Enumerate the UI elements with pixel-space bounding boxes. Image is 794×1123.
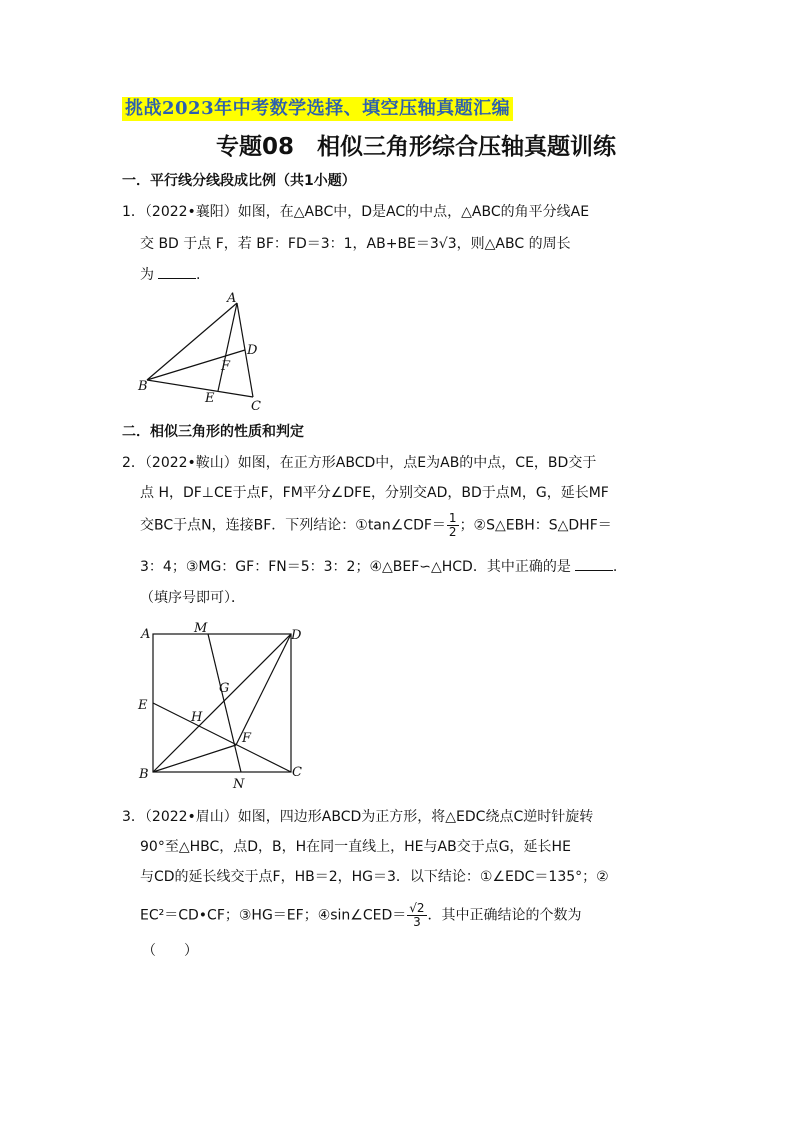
segment-bd <box>147 350 245 380</box>
q3-frac-den: 3 <box>413 915 421 929</box>
q1-answer-blank <box>158 264 196 279</box>
label-h: H <box>191 710 203 725</box>
label-c: C <box>251 399 261 413</box>
segment-ec <box>153 703 291 772</box>
q2-frac-den: 2 <box>448 525 457 539</box>
q3-line-5: （ ） <box>142 943 198 959</box>
q3-line-4-a: EC²＝CD•CF；③HG＝EF；④sin∠CED＝ <box>140 907 407 924</box>
q3-fraction <box>407 902 426 929</box>
q2-line-5: （填序号即可）． <box>140 590 245 606</box>
q3-line-4 <box>140 902 582 929</box>
q2-answer-blank <box>575 556 613 571</box>
q3-line-2: 90°至△HBC，点D，B，H在同一直线上，HE与AB交于点G，延长HE <box>140 839 571 855</box>
label-e: E <box>138 698 148 713</box>
segment-df <box>236 634 291 745</box>
q2-line-4-a: 3：4；③MG：GF：FN＝5：3：2；④△BEF∽△HCD．其中正确的是 <box>140 559 571 575</box>
q3-line-4-b: ．其中正确结论的个数为 <box>427 907 582 924</box>
q1-line-3 <box>140 264 200 286</box>
segment-bd <box>153 634 291 772</box>
q3-line-3: 与CD的延长线交于点F，HB＝2，HG＝3．以下结论：①∠EDC＝135°；② <box>140 869 609 885</box>
q2-line-3 <box>140 512 612 539</box>
q3-line-1: 3．（2022•眉山）如图，四边形ABCD为正方形，将△EDC绕点C逆时针旋转 <box>122 809 594 825</box>
q2-line-1: 2．（2022•鞍山）如图，在正方形ABCD中，点E为AB的中点，CE，BD交于 <box>122 455 597 471</box>
q2-square-figure <box>135 618 310 790</box>
page-title: 专题08 相似三角形综合压轴真题训练 <box>216 134 617 160</box>
label-m: M <box>194 621 208 636</box>
label-d: D <box>247 343 258 358</box>
q2-line-3-b: ；②S△EBH：S△DHF＝ <box>459 517 612 534</box>
segment-bc <box>147 380 253 397</box>
label-a: A <box>141 627 151 642</box>
label-e: E <box>205 391 215 406</box>
q2-line-2: 点 H，DF⊥CE于点F，FM平分∠DFE，分别交AD，BD于点M，G，延长MF <box>140 485 609 501</box>
q2-line-4 <box>140 556 617 578</box>
q1-line-1: 1．（2022•襄阳）如图，在△ABC中，D是AC的中点，△ABC的角平分线AE <box>122 204 590 220</box>
q2-line-4-end: . <box>612 559 618 575</box>
collection-banner: 挑战2023年中考数学选择、填空压轴真题汇编 <box>122 97 513 121</box>
label-a: A <box>227 291 237 306</box>
q3-frac-num: √2 <box>409 901 425 915</box>
label-b: B <box>138 379 148 394</box>
segment-bf <box>153 745 236 772</box>
label-f: F <box>221 359 231 374</box>
q2-frac-num: 1 <box>448 511 457 525</box>
label-g: G <box>219 681 230 696</box>
label-c: C <box>292 765 302 780</box>
label-b: B <box>139 767 149 782</box>
label-n: N <box>233 777 245 790</box>
q2-fraction <box>447 512 459 539</box>
q1-line-3-end: . <box>196 267 201 283</box>
segment-mn <box>208 634 241 772</box>
q1-line-2: 交 BD 于点 F，若 BF：FD＝3：1，AB+BE＝3√3，则△ABC 的周长 <box>140 236 571 252</box>
q1-triangle-figure <box>135 288 275 413</box>
label-f: F <box>242 731 252 746</box>
q1-line-3-text: 为 <box>140 267 154 283</box>
section-heading-2: 二．相似三角形的性质和判定 <box>122 424 304 440</box>
label-d: D <box>291 628 302 643</box>
q2-line-3-a: 交BC于点N，连接BF．下列结论：①tan∠CDF＝ <box>140 517 446 534</box>
section-heading-1: 一．平行线分线段成比例（共1小题） <box>122 173 356 189</box>
